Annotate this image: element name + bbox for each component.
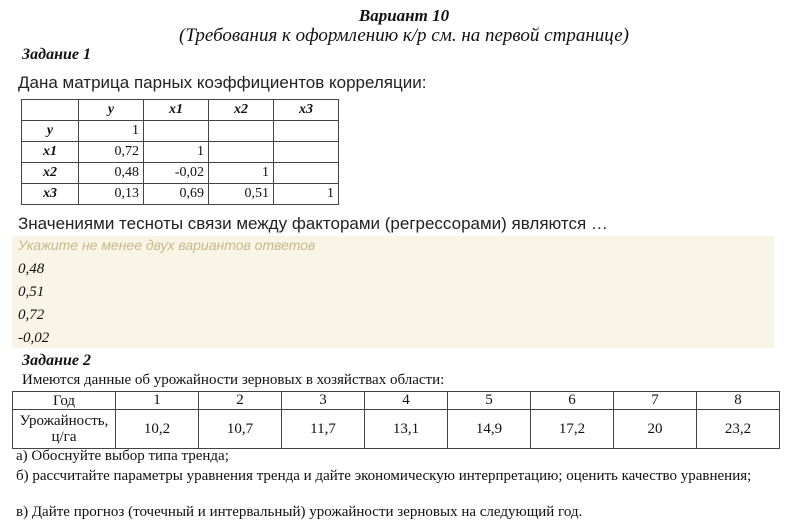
task2-intro: Имеются данные об урожайности зерновых в хозяйствах области: [22, 372, 445, 388]
year-cell: 3 [282, 392, 365, 410]
task2-item-c: в) Дайте прогноз (точечный и интервальный) урожайности зерновых на следующий год. [16, 504, 583, 520]
answer-option[interactable]: 0,48 [18, 261, 45, 277]
year-cell: 1 [116, 392, 199, 410]
yield-row [13, 410, 780, 449]
answer-hint: Укажите не менее двух вариантов ответов [18, 237, 316, 253]
requirements-note: (Требования к оформлению к/р см. на первой странице) [179, 25, 629, 46]
yield-cell: 10,7 [199, 410, 282, 449]
matrix-cell: 0,51 [209, 184, 274, 205]
matrix-cell [144, 121, 209, 142]
yield-cell: 14,9 [448, 410, 531, 449]
yield-cell: 17,2 [531, 410, 614, 449]
yield-label: Урожайность, ц/га [13, 410, 116, 449]
task2-title: Задание 2 [22, 352, 91, 369]
answer-option[interactable]: 0,51 [18, 284, 45, 300]
task2-item-b: б) рассчитайте параметры уравнения тренда и дайте экономическую интерпретацию; оценить качество уравнения; [16, 468, 752, 484]
answer-option[interactable]: 0,72 [18, 307, 45, 323]
matrix-row-header: x2 [22, 163, 79, 184]
year-cell: 4 [365, 392, 448, 410]
yield-table [12, 391, 780, 449]
year-cell: 8 [697, 392, 780, 410]
matrix-row [22, 163, 339, 184]
matrix-cell [209, 121, 274, 142]
matrix-row-header: x3 [22, 184, 79, 205]
matrix-row [22, 184, 339, 205]
matrix-cell [274, 142, 339, 163]
matrix-cell: 1 [209, 163, 274, 184]
year-row [13, 392, 780, 410]
matrix-cell: 0,13 [79, 184, 144, 205]
matrix-corner-cell [22, 100, 79, 121]
matrix-cell: 0,72 [79, 142, 144, 163]
variant-title: Вариант 10 [358, 6, 450, 25]
matrix-row-header: y [22, 121, 79, 142]
matrix-cell: 0,69 [144, 184, 209, 205]
yield-cell: 20 [614, 410, 697, 449]
matrix-row [22, 121, 339, 142]
matrix-header-row [22, 100, 339, 121]
matrix-cell: 1 [79, 121, 144, 142]
matrix-cell [209, 142, 274, 163]
yield-cell: 23,2 [697, 410, 780, 449]
correlation-matrix [21, 99, 339, 205]
matrix-row-header: x1 [22, 142, 79, 163]
matrix-cell: 1 [144, 142, 209, 163]
task1-question: Значениями тесноты связи между факторами (регрессорами) являются … [18, 214, 608, 233]
matrix-cell: 0,48 [79, 163, 144, 184]
task2-item-a: а) Обоснуйте выбор типа тренда; [16, 448, 229, 464]
year-cell: 7 [614, 392, 697, 410]
year-label: Год [13, 392, 116, 410]
answer-option[interactable]: -0,02 [18, 330, 50, 346]
year-cell: 6 [531, 392, 614, 410]
matrix-col-header: x1 [144, 100, 209, 121]
matrix-col-header: x2 [209, 100, 274, 121]
matrix-row [22, 142, 339, 163]
matrix-cell: -0,02 [144, 163, 209, 184]
task1-intro: Дана матрица парных коэффициентов корреляции: [18, 73, 427, 92]
yield-cell: 10,2 [116, 410, 199, 449]
task1-title: Задание 1 [22, 46, 91, 63]
matrix-cell: 1 [274, 184, 339, 205]
year-cell: 5 [448, 392, 531, 410]
matrix-col-header: y [79, 100, 144, 121]
matrix-col-header: x3 [274, 100, 339, 121]
year-cell: 2 [199, 392, 282, 410]
yield-cell: 13,1 [365, 410, 448, 449]
yield-cell: 11,7 [282, 410, 365, 449]
matrix-cell [274, 121, 339, 142]
matrix-cell [274, 163, 339, 184]
